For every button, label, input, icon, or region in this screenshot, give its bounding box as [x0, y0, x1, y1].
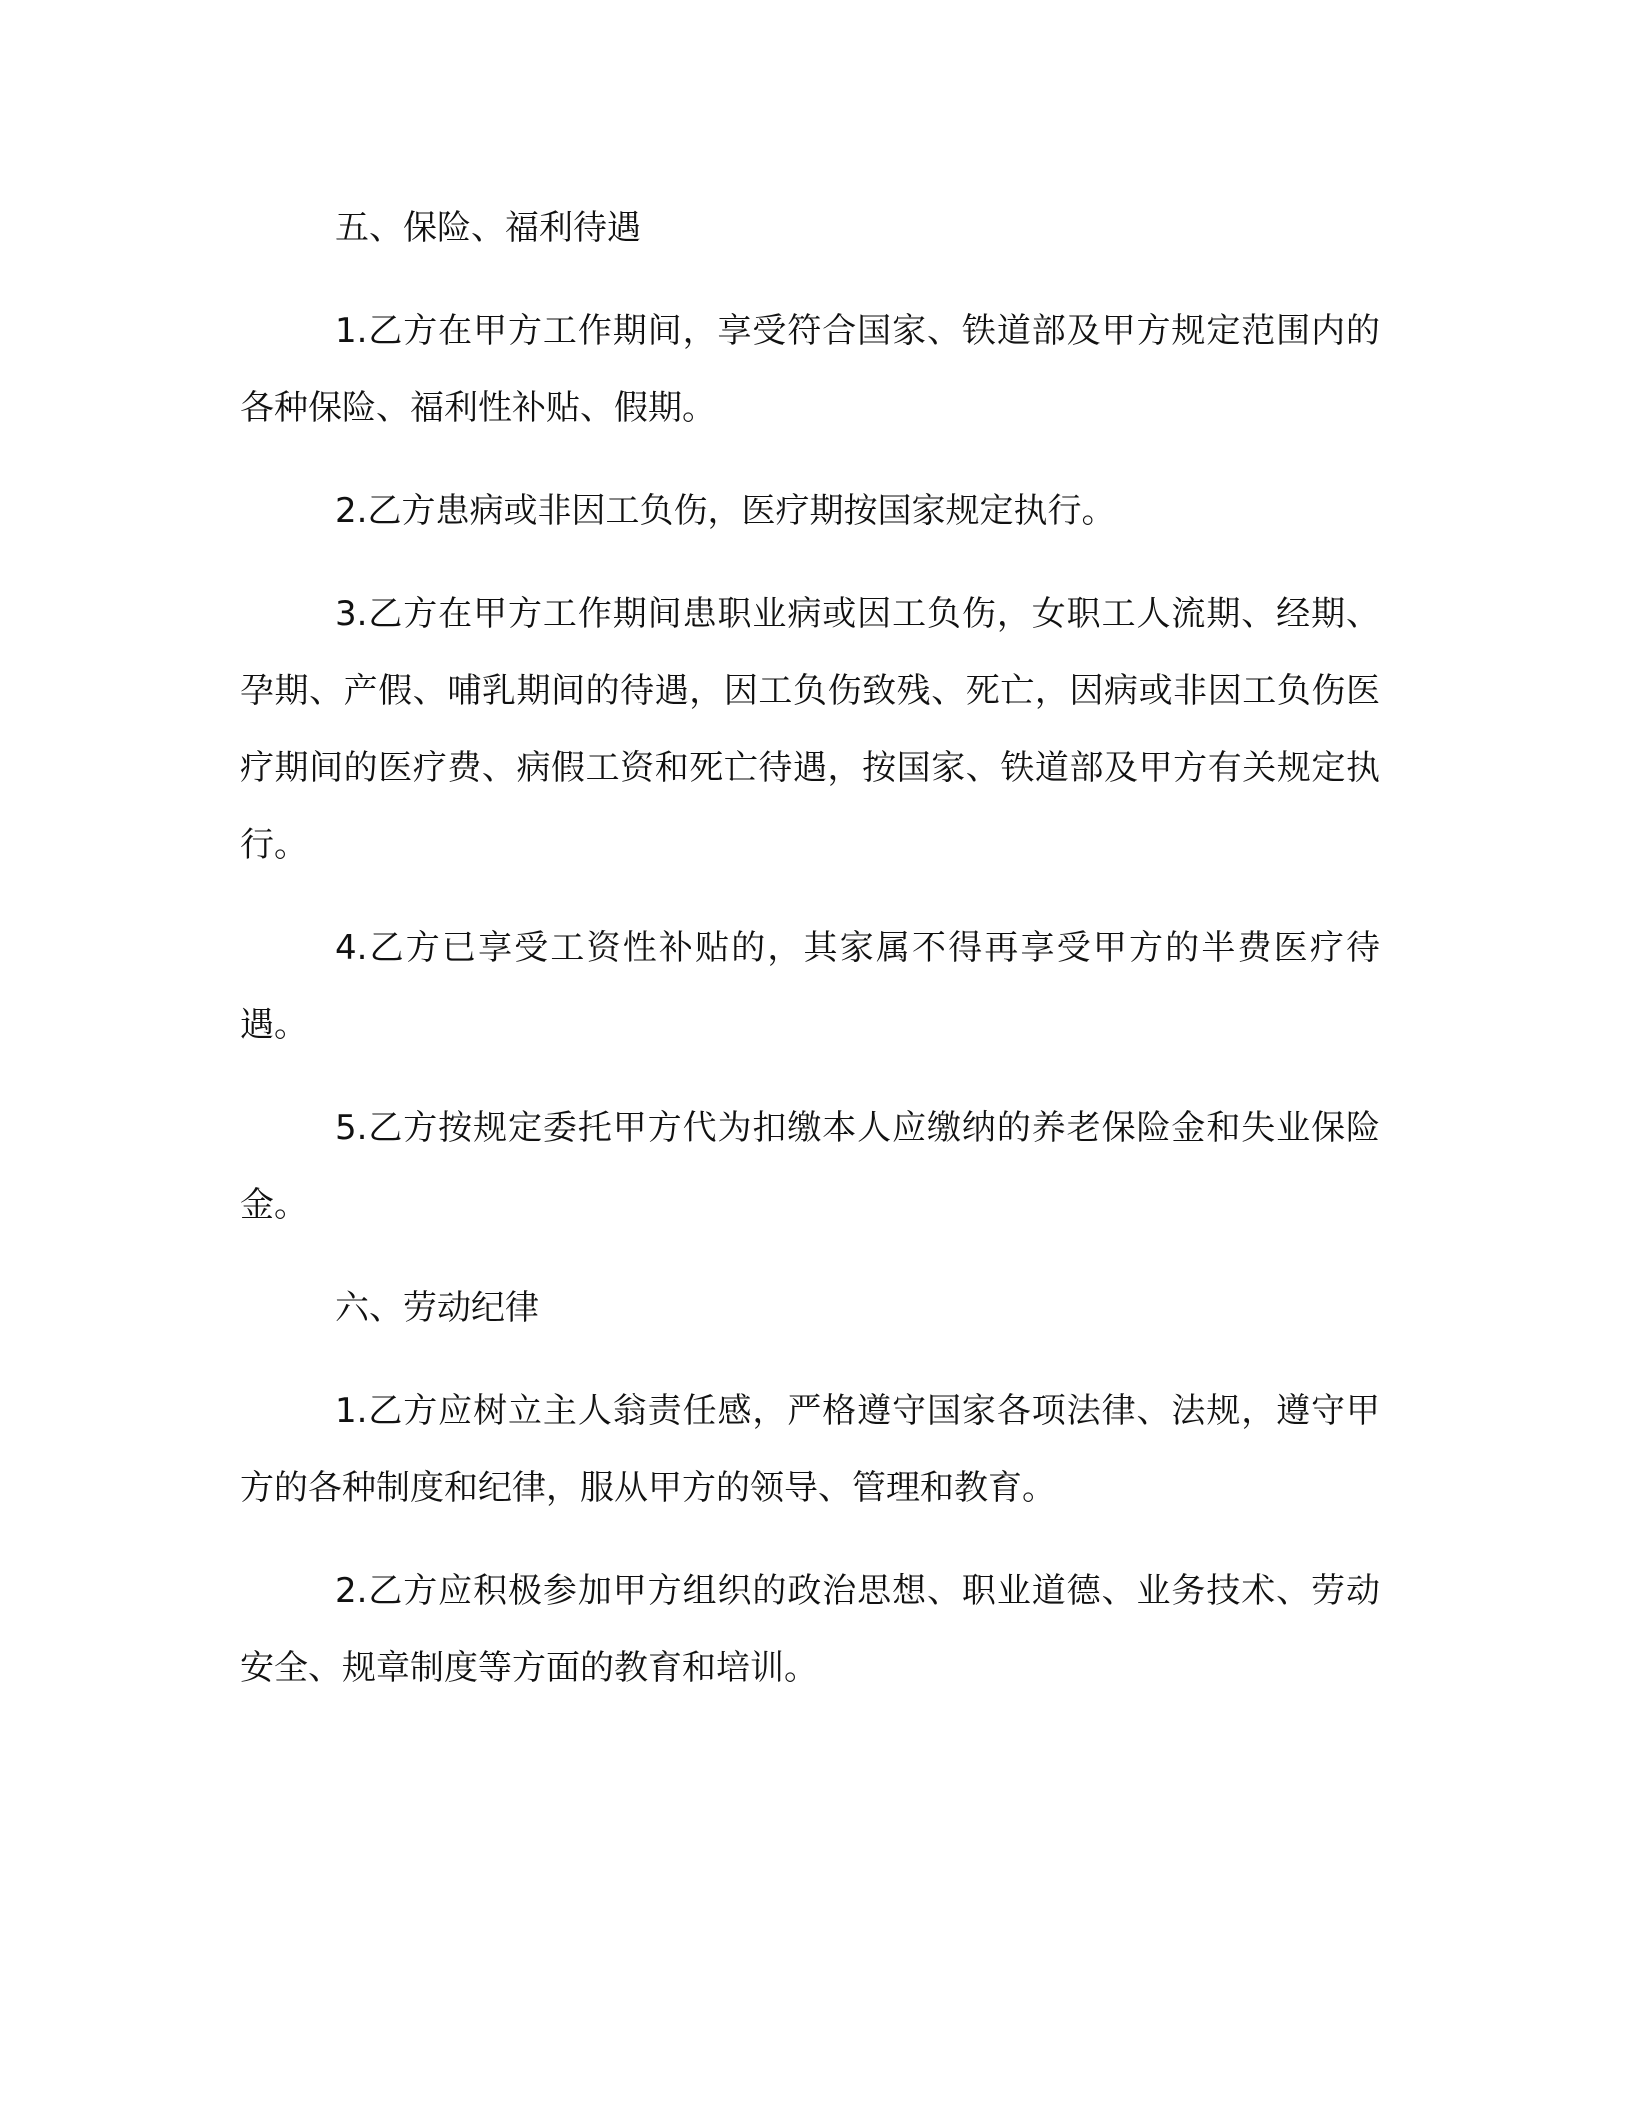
paragraph: 1.乙方应树立主人翁责任感，严格遵守国家各项法律、法规，遵守甲方的各种制度和纪律，服从甲方的领导、管理和教育。	[240, 1391, 1380, 1508]
document-body	[240, 190, 1380, 1733]
paragraph: 5.乙方按规定委托甲方代为扣缴本人应缴纳的养老保险金和失业保险金。	[240, 1108, 1380, 1225]
paragraph: 2.乙方患病或非因工负伤，医疗期按国家规定执行。	[335, 491, 1116, 531]
paragraph: 3.乙方在甲方工作期间患职业病或因工负伤，女职工人流期、经期、孕期、产假、哺乳期间的待遇，因工负伤致残、死亡，因病或非因工负伤医疗期间的医疗费、病假工资和死亡待遇，按国家、铁道部及甲方有关规定执行。	[240, 594, 1380, 865]
paragraph: 4.乙方已享受工资性补贴的，其家属不得再享受甲方的半费医疗待遇。	[240, 928, 1380, 1045]
section-heading-labor-discipline: 六、劳动纪律	[335, 1288, 539, 1328]
section-heading-insurance: 五、保险、福利待遇	[335, 208, 641, 248]
paragraph: 2.乙方应积极参加甲方组织的政治思想、职业道德、业务技术、劳动安全、规章制度等方面的教育和培训。	[240, 1571, 1380, 1688]
paragraph: 1.乙方在甲方工作期间，享受符合国家、铁道部及甲方规定范围内的各种保险、福利性补贴、假期。	[240, 311, 1380, 428]
